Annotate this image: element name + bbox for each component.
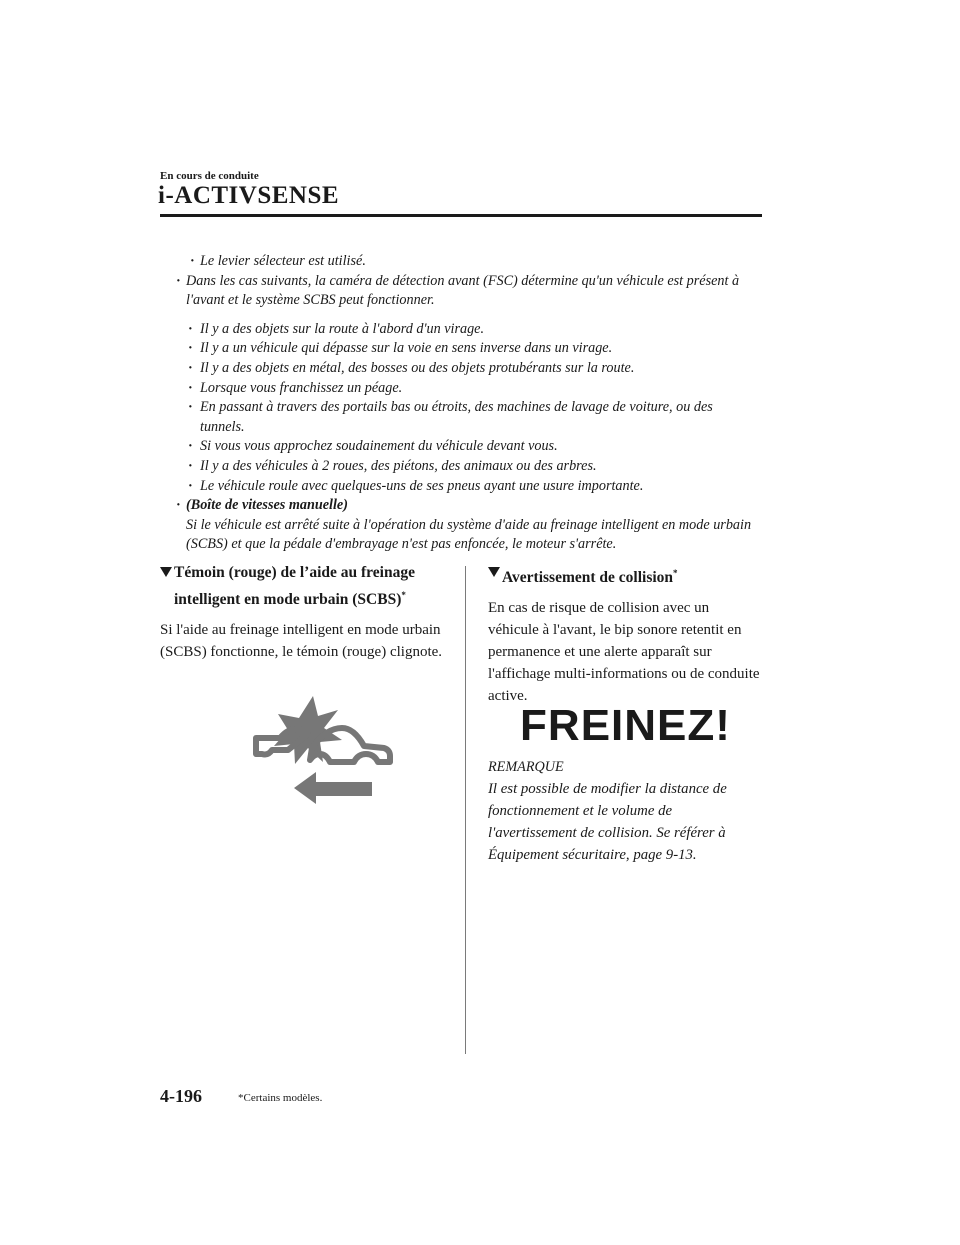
sub-list-item — [160, 437, 760, 457]
bullet-icon: · — [176, 497, 181, 514]
triangle-down-icon — [488, 567, 500, 577]
remark-body: Il est possible de modifier la distance de fonctionnement et le volume de l'avertissement de collision. Se référer à Équipement sécuritaire, page 9-13. — [488, 781, 727, 864]
footnote-marker: * — [673, 568, 678, 578]
section-heading-text: Avertissement de collision — [502, 569, 674, 587]
sub-list-item — [160, 339, 760, 359]
section-kicker: En cours de conduite — [160, 170, 259, 182]
sub-list-item — [160, 320, 760, 340]
sub-list-item — [160, 398, 760, 437]
left-column — [160, 562, 450, 663]
vehicle-front-shape — [310, 728, 390, 762]
sub-list-item-text: Si vous vous approchez soudainement du véhicule devant vous. — [200, 438, 558, 455]
bullet-icon: · — [188, 320, 193, 337]
sub-list-item-text: Le véhicule roule avec quelques-uns de ses pneus ayant une usure importante. — [200, 477, 644, 494]
list-item — [160, 496, 760, 555]
section-body: Si l'aide au freinage intelligent en mode urbain (SCBS) fonctionne, le témoin (rouge) clignote. — [160, 622, 443, 661]
bullet-icon: · — [176, 272, 181, 289]
section-heading-text: Témoin (rouge) de l’aide au freinage intelligent en mode urbain (SCBS) — [174, 564, 415, 609]
header-rule — [160, 214, 762, 217]
sub-list-item-text: En passant à travers des portails bas ou étroits, des machines de lavage de voiture, ou des tunnels. — [200, 399, 713, 435]
footnote-marker: * — [401, 590, 406, 600]
top-notes — [160, 252, 760, 555]
bullet-icon: · — [188, 340, 193, 357]
sub-list-item-text: Il y a des véhicules à 2 roues, des piétons, des animaux ou des arbres. — [200, 457, 597, 474]
freinez-display-text: FREINEZ! — [520, 701, 731, 751]
footnote: *Certains modèles. — [238, 1092, 323, 1104]
list-item-heading: (Boîte de vitesses manuelle) — [186, 497, 348, 514]
list-item — [160, 272, 760, 311]
scbs-warning-light-icon — [250, 694, 395, 804]
list-item-text: Dans les cas suivants, la caméra de détection avant (FSC) détermine qu'un véhicule est présent à l'avant et le système SCBS peut fonctionner. — [186, 272, 740, 309]
bullet-icon: · — [190, 253, 195, 269]
sub-list-item-text: Il y a des objets sur la route à l'abord d'un virage. — [200, 320, 485, 337]
bullet-icon: · — [188, 477, 193, 494]
arrow-left-shape — [294, 772, 372, 804]
sub-list-item-text: Lorsque vous franchissez un péage. — [200, 379, 403, 396]
sub-list-item-text: Il y a un véhicule qui dépasse sur la voie en sens inverse dans un virage. — [200, 340, 613, 357]
column-divider — [465, 566, 466, 1054]
sub-list-item — [160, 359, 760, 379]
section-heading — [488, 562, 763, 589]
bullet-icon: · — [188, 457, 193, 474]
list-item-text: Si le véhicule est arrêté suite à l'opération du système d'aide au freinage intelligent en mode urbain (SCBS) et que la pédale d'embrayage n'est pas enfoncée, le moteur s'arrête. — [186, 516, 752, 553]
section-heading — [160, 562, 450, 611]
bullet-icon: · — [188, 379, 193, 396]
section-title: i-ACTIVSENSE — [158, 182, 340, 209]
page-number: 4-196 — [160, 1086, 202, 1106]
bullet-icon: · — [188, 359, 193, 376]
section-body: En cas de risque de collision avec un véhicule à l'avant, le bip sonore retentit en permanence et une alerte apparaît sur l'affichage multi-informations ou de conduite active. — [488, 600, 760, 705]
sub-list-item-text: Il y a des objets en métal, des bosses ou des objets protubérants sur la route. — [200, 359, 635, 376]
list-item — [160, 252, 760, 272]
sub-list-item — [160, 477, 760, 497]
bullet-icon: · — [188, 438, 193, 455]
triangle-down-icon — [160, 567, 172, 577]
right-column — [488, 562, 763, 866]
list-item-text: Le levier sélecteur est utilisé. — [200, 253, 366, 269]
sub-list-item — [160, 379, 760, 399]
sub-list-item — [160, 457, 760, 477]
bullet-icon: · — [188, 399, 193, 416]
remark-heading: REMARQUE — [488, 759, 564, 776]
